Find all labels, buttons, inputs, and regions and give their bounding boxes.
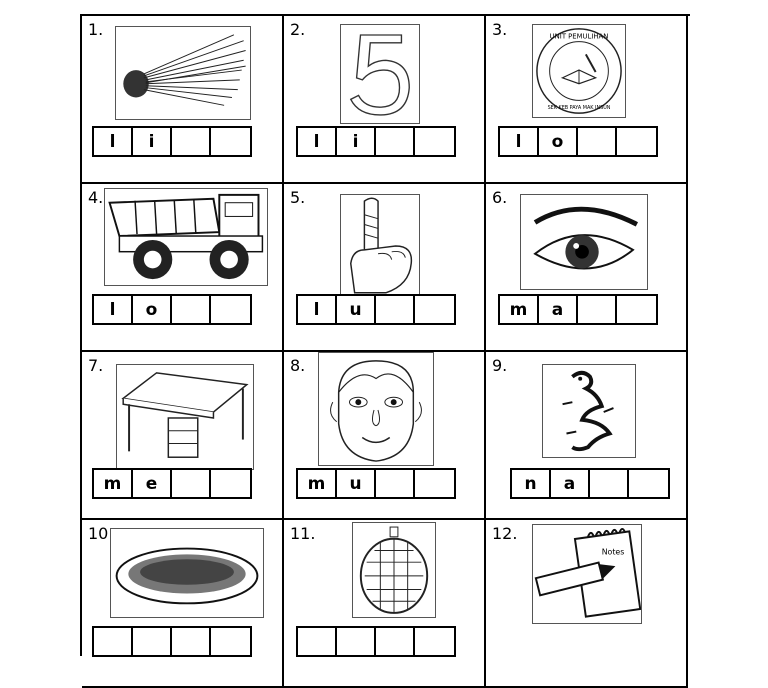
syllable-boxes bbox=[296, 468, 456, 499]
exercise-number: 4. bbox=[88, 188, 104, 207]
exercise-number: 3. bbox=[492, 20, 508, 39]
exercise-cell-9 bbox=[486, 352, 688, 520]
exercise-cell-8 bbox=[284, 352, 486, 520]
exercise-number: 2. bbox=[290, 20, 306, 39]
syllable-box[interactable]: l bbox=[500, 128, 539, 155]
syllable-box[interactable]: m bbox=[298, 470, 337, 497]
face-icon bbox=[318, 352, 434, 466]
syllable-box[interactable]: m bbox=[94, 470, 133, 497]
syllable-box[interactable] bbox=[94, 628, 133, 655]
number-five-icon bbox=[340, 24, 420, 124]
syllable-box[interactable] bbox=[211, 296, 250, 323]
syllable-box[interactable] bbox=[337, 628, 376, 655]
syllable-box[interactable] bbox=[415, 470, 454, 497]
syllable-box[interactable] bbox=[376, 296, 415, 323]
syllable-box[interactable] bbox=[415, 296, 454, 323]
syllable-box[interactable]: a bbox=[539, 296, 578, 323]
syllable-box[interactable]: u bbox=[337, 470, 376, 497]
syllable-boxes bbox=[498, 126, 658, 157]
syllable-box[interactable]: u bbox=[337, 296, 376, 323]
bandaged-finger-icon bbox=[340, 194, 420, 296]
rice-plate-icon bbox=[110, 528, 264, 618]
exercise-number: 9. bbox=[492, 356, 508, 375]
syllable-box[interactable] bbox=[376, 128, 415, 155]
eye-icon bbox=[520, 194, 648, 290]
syllable-box[interactable]: l bbox=[298, 128, 337, 155]
syllable-box[interactable] bbox=[211, 628, 250, 655]
exercise-number: 11. bbox=[290, 524, 316, 543]
syllable-box[interactable]: i bbox=[337, 128, 376, 155]
syllable-boxes bbox=[92, 468, 252, 499]
syllable-box[interactable]: n bbox=[512, 470, 551, 497]
exercise-cell-5 bbox=[284, 184, 486, 352]
notepad-pencil-icon bbox=[532, 524, 642, 624]
desk-icon bbox=[116, 364, 254, 470]
syllable-box[interactable] bbox=[211, 470, 250, 497]
dragon-icon bbox=[542, 364, 636, 458]
worksheet-grid bbox=[80, 14, 690, 656]
syllable-box[interactable] bbox=[211, 128, 250, 155]
syllable-boxes bbox=[92, 626, 252, 657]
exercise-number: 7. bbox=[88, 356, 104, 375]
syllable-box[interactable] bbox=[172, 628, 211, 655]
svg-text:UNIT PEMULIHAN: UNIT PEMULIHAN bbox=[549, 32, 609, 41]
syllable-box[interactable]: l bbox=[298, 296, 337, 323]
syllable-box[interactable] bbox=[415, 628, 454, 655]
exercise-number: 10 bbox=[88, 524, 109, 543]
syllable-boxes bbox=[498, 294, 658, 325]
exercise-number: 12. bbox=[492, 524, 518, 543]
svg-text:SEK KEB PAYA MAK INSUN: SEK KEB PAYA MAK INSUN bbox=[547, 105, 611, 112]
notepad-label: Notes bbox=[601, 547, 625, 557]
custard-apple-icon bbox=[352, 522, 436, 618]
dump-truck-icon bbox=[104, 188, 268, 286]
exercise-number: 5. bbox=[290, 188, 306, 207]
syllable-boxes bbox=[92, 294, 252, 325]
syllable-box[interactable] bbox=[617, 128, 656, 155]
syllable-boxes bbox=[296, 126, 456, 157]
syllable-box[interactable]: a bbox=[551, 470, 590, 497]
exercise-cell-10 bbox=[82, 520, 284, 688]
syllable-boxes bbox=[510, 468, 670, 499]
syllable-box[interactable] bbox=[172, 470, 211, 497]
syllable-box[interactable]: e bbox=[133, 470, 172, 497]
syllable-box[interactable] bbox=[172, 296, 211, 323]
syllable-box[interactable] bbox=[629, 470, 668, 497]
exercise-cell-2 bbox=[284, 16, 486, 184]
syllable-box[interactable] bbox=[298, 628, 337, 655]
syllable-box[interactable]: i bbox=[133, 128, 172, 155]
exercise-number: 6. bbox=[492, 188, 508, 207]
syllable-boxes bbox=[296, 294, 456, 325]
syllable-box[interactable]: o bbox=[133, 296, 172, 323]
syllable-box[interactable]: l bbox=[94, 296, 133, 323]
exercise-number: 1. bbox=[88, 20, 104, 39]
syllable-box[interactable] bbox=[590, 470, 629, 497]
syllable-box[interactable] bbox=[415, 128, 454, 155]
exercise-cell-1 bbox=[82, 16, 284, 184]
syllable-boxes bbox=[296, 626, 456, 657]
syllable-box[interactable] bbox=[376, 470, 415, 497]
syllable-box[interactable] bbox=[578, 296, 617, 323]
syllable-box[interactable] bbox=[617, 296, 656, 323]
exercise-cell-12 bbox=[486, 520, 688, 688]
exercise-cell-4 bbox=[82, 184, 284, 352]
exercise-cell-6 bbox=[486, 184, 688, 352]
syllable-box[interactable] bbox=[133, 628, 172, 655]
syllable-box[interactable]: o bbox=[539, 128, 578, 155]
exercise-cell-7 bbox=[82, 352, 284, 520]
exercise-cell-3 bbox=[486, 16, 688, 184]
exercise-number: 8. bbox=[290, 356, 306, 375]
syllable-box[interactable] bbox=[172, 128, 211, 155]
syllable-box[interactable] bbox=[376, 628, 415, 655]
syllable-box[interactable]: l bbox=[94, 128, 133, 155]
school-logo-icon bbox=[532, 24, 626, 118]
broom-icon bbox=[115, 26, 251, 120]
exercise-cell-11 bbox=[284, 520, 486, 688]
syllable-boxes bbox=[92, 126, 252, 157]
syllable-box[interactable] bbox=[578, 128, 617, 155]
syllable-box[interactable]: m bbox=[500, 296, 539, 323]
